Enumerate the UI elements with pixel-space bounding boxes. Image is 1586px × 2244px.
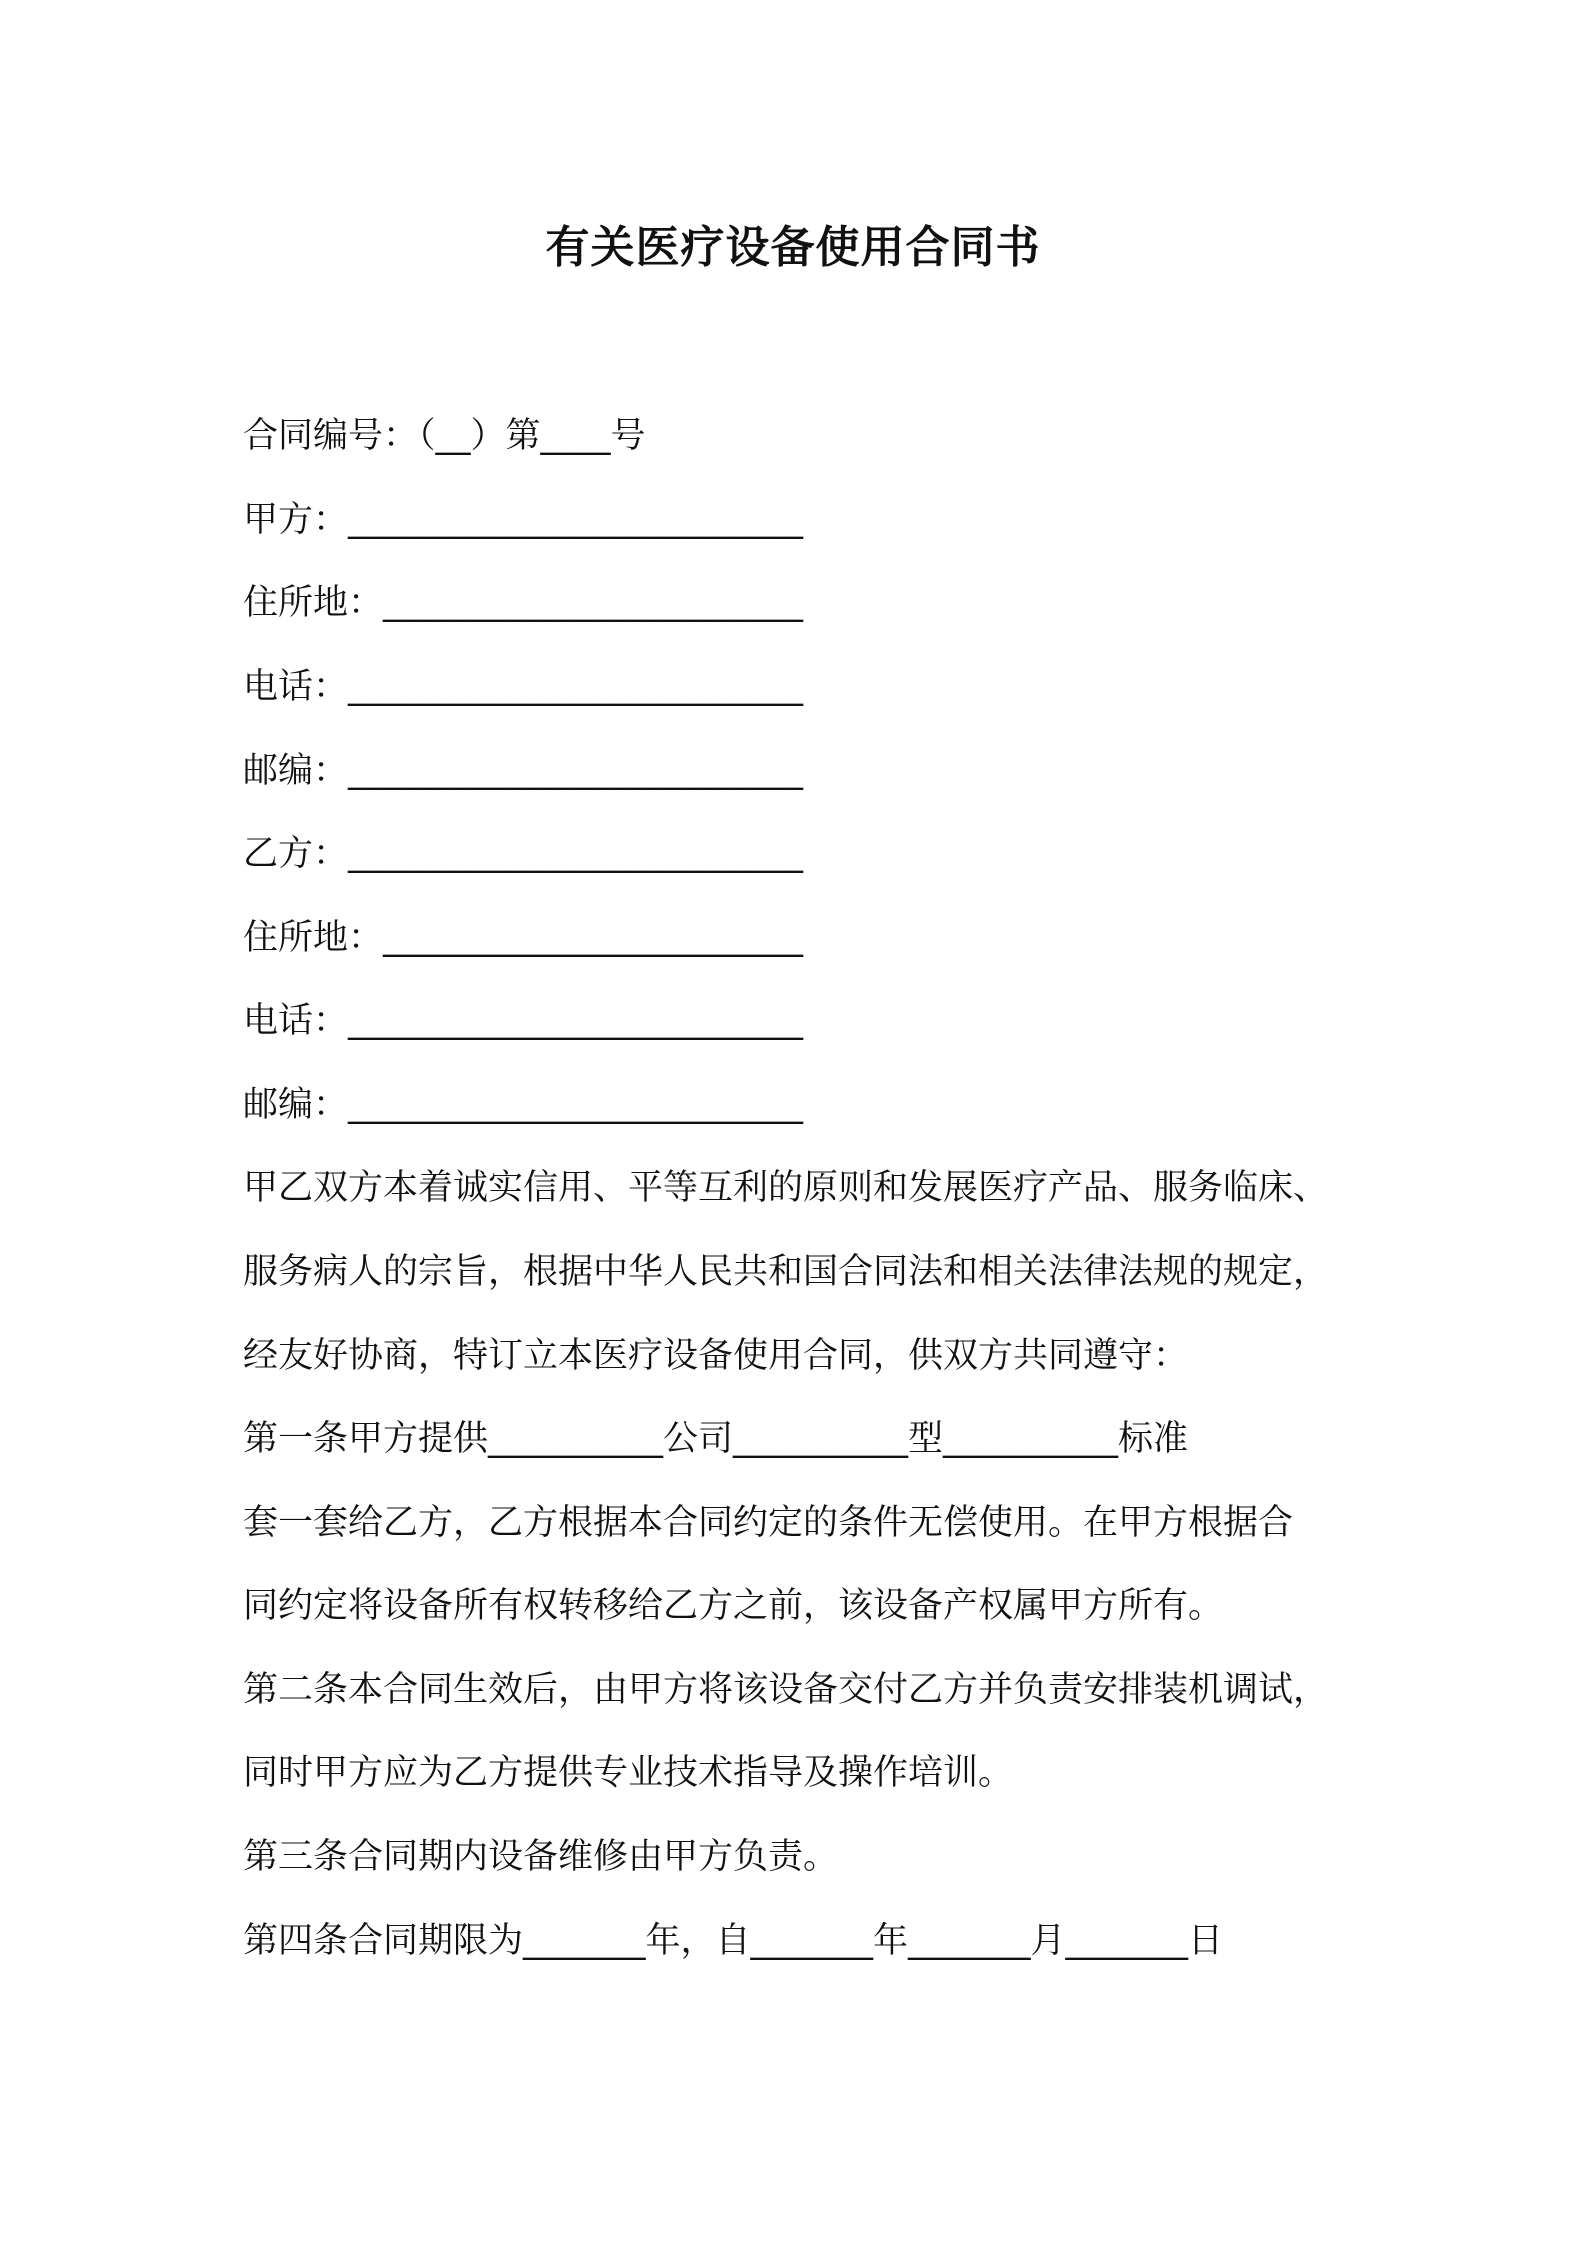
article-4-line: 第四条合同期限为_______年，自_______年_______月_______日 (243, 1921, 1224, 1961)
party-b-address-field: 住所地：________________________ (243, 918, 804, 958)
party-a-phone-field: 电话：__________________________ (243, 667, 804, 707)
contract-number-field: 合同编号：（__）第____号 (243, 416, 646, 456)
document-title: 有关医疗设备使用合同书 (545, 222, 1041, 273)
party-b-phone-field: 电话：__________________________ (243, 1001, 804, 1041)
preamble-line: 经友好协商，特订立本医疗设备使用合同，供双方共同遵守： (243, 1336, 1189, 1376)
party-a-postcode-field: 邮编：__________________________ (243, 751, 804, 791)
article-1-line: 同约定将设备所有权转移给乙方之前，该设备产权属甲方所有。 (243, 1586, 1224, 1626)
article-1-line: 第一条甲方提供__________公司__________型__________标准 (243, 1419, 1189, 1459)
article-1-line: 套一套给乙方，乙方根据本合同约定的条件无偿使用。在甲方根据合 (243, 1503, 1294, 1543)
preamble-line: 甲乙双方本着诚实信用、平等互利的原则和发展医疗产品、服务临床、 (243, 1168, 1329, 1208)
party-b-postcode-field: 邮编：__________________________ (243, 1085, 804, 1125)
preamble-line: 服务病人的宗旨，根据中华人民共和国合同法和相关法律法规的规定， (243, 1252, 1329, 1292)
article-2-line: 同时甲方应为乙方提供专业技术指导及操作培训。 (243, 1753, 1014, 1793)
party-b-field: 乙方：__________________________ (243, 834, 804, 874)
article-2-line: 第二条本合同生效后，由甲方将该设备交付乙方并负责安排装机调试， (243, 1670, 1329, 1710)
party-a-field: 甲方：__________________________ (243, 500, 804, 540)
article-3-line: 第三条合同期内设备维修由甲方负责。 (243, 1837, 839, 1877)
party-a-address-field: 住所地：________________________ (243, 583, 804, 623)
